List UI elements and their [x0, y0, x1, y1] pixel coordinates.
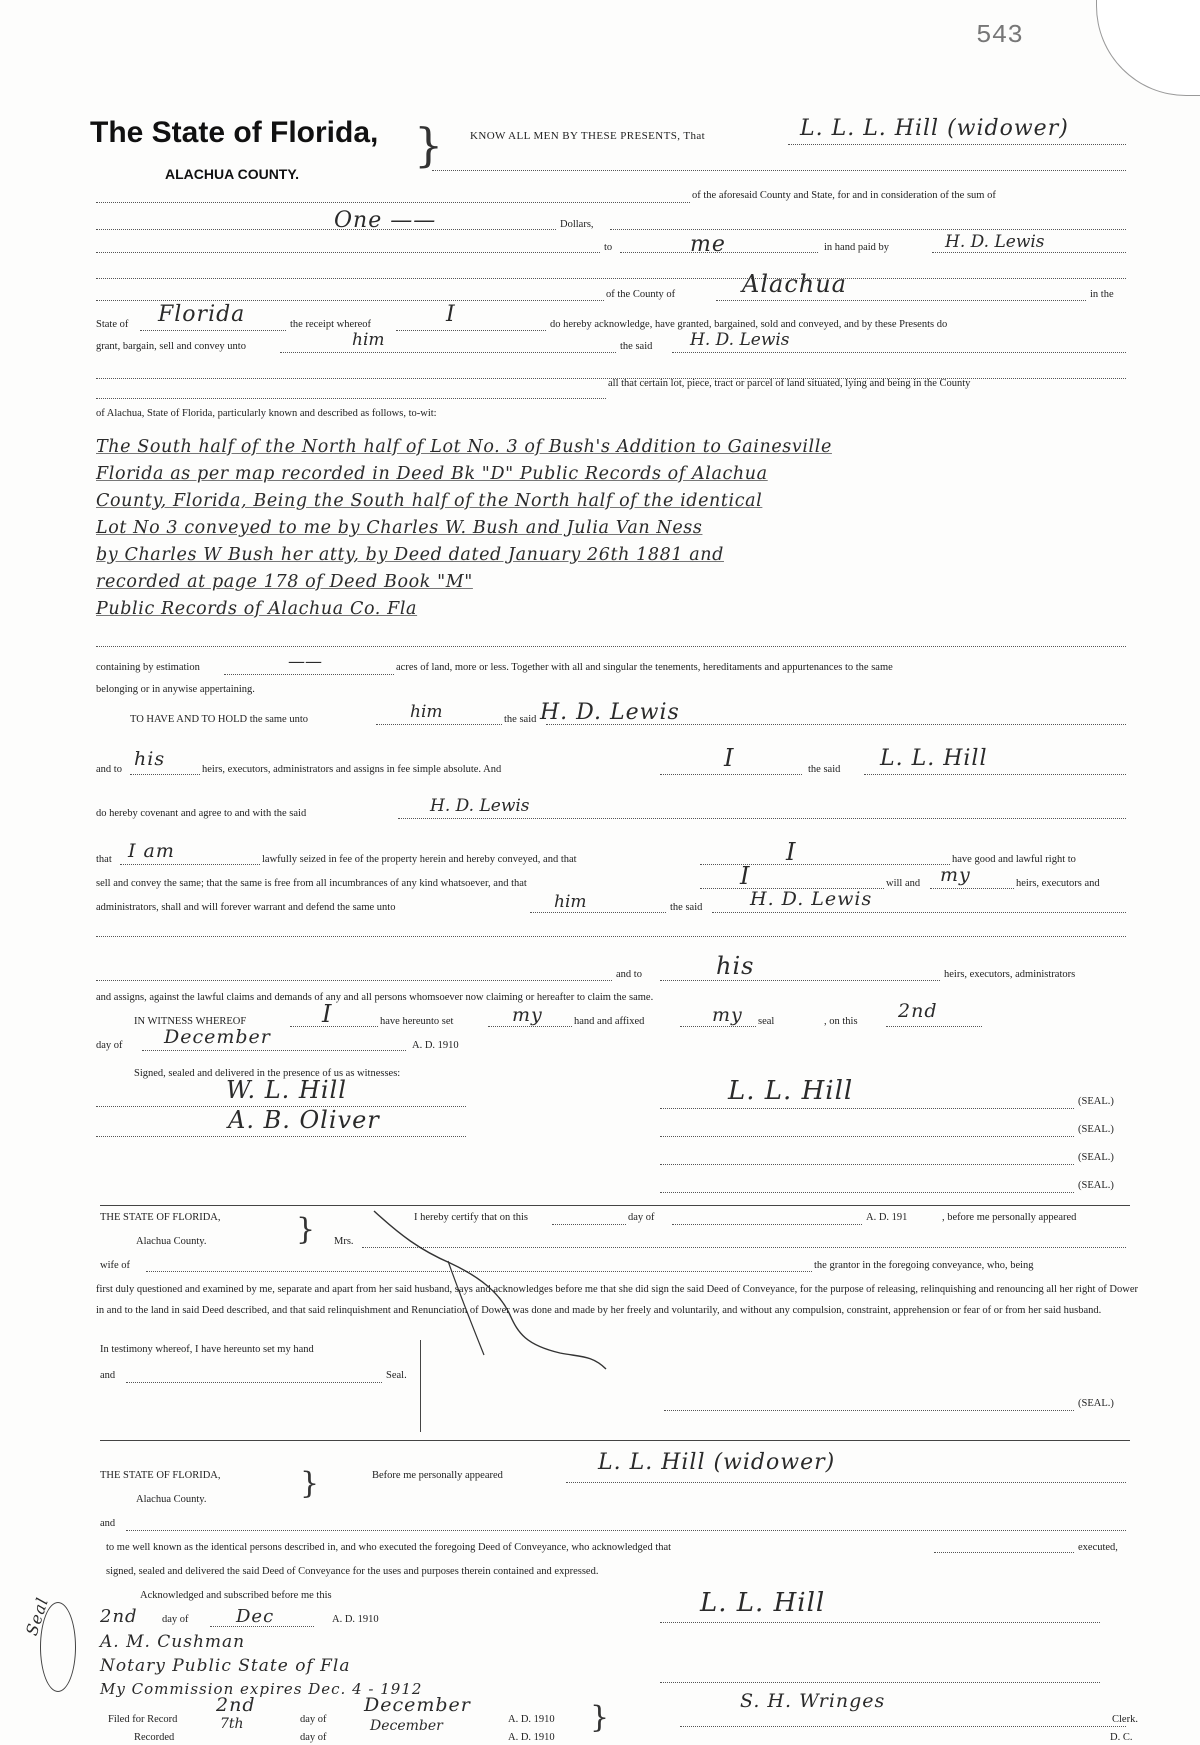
- witness-1-signature: W. L. Hill: [226, 1076, 347, 1104]
- ack-and: and: [100, 1518, 116, 1529]
- and-said-label: the said: [808, 764, 841, 775]
- month-handwriting: December: [164, 1026, 271, 1048]
- witness-2-signature: A. B. Oliver: [228, 1106, 380, 1134]
- recorded-month-handwriting: December: [370, 1718, 443, 1734]
- witness-whereof-label: IN WITNESS WHEREOF: [134, 1016, 247, 1027]
- dollars-label: Dollars,: [560, 219, 594, 230]
- ack-county: Alachua County.: [136, 1494, 207, 1505]
- seal-label-4: (SEAL.): [1078, 1180, 1114, 1191]
- day-handwriting: 2nd: [898, 1000, 938, 1022]
- and-i-handwriting: I: [724, 744, 735, 772]
- recorded-day-handwriting: 7th: [220, 1716, 244, 1732]
- recorded-day-of: day of: [300, 1732, 327, 1743]
- county-title: ALACHUA COUNTY.: [165, 166, 300, 182]
- and-to-2-label: and to: [616, 969, 642, 980]
- county-state-phrase: of the aforesaid County and State, for and in consideration of the sum of: [692, 190, 996, 201]
- good-right-text: have good and lawful right to: [952, 854, 1076, 865]
- filing-brace: }: [590, 1700, 610, 1735]
- description-line-7: Public Records of Alachua Co. Fla: [96, 599, 418, 619]
- dower-body: first duly questioned and examined by me, separate and apart from her said husband, says and acknowledges before me that she did sign the said Deed of Conveyance, for the purpose of releasing, relinquishing and renouncing all her right of Dower in and to the land in said Deed described, and that said relinquishment and Renunciation of Dower was done and made by her freely and voluntarily, and without any compulsion, constraint, apprehension or fear of or from her said husband.: [96, 1284, 1138, 1316]
- all-that-text: all that certain lot, piece, tract or parcel of land situated, lying and being in the County: [608, 378, 971, 389]
- receipt-label: the receipt whereof: [290, 319, 372, 330]
- dower-county: Alachua County.: [136, 1236, 207, 1247]
- receipt-handwriting: I: [446, 302, 456, 327]
- description-line-6: recorded at page 178 of Deed Book "M": [96, 572, 473, 592]
- dower-ad: A. D. 191: [866, 1212, 908, 1223]
- ack-day-handwriting: 2nd: [100, 1606, 138, 1627]
- seal-label-2: (SEAL.): [1078, 1124, 1114, 1135]
- ack-state: THE STATE OF FLORIDA,: [100, 1470, 221, 1481]
- sell-convey-text: sell and convey the same; that the same is free from all incumbrances of any kind whatsoever, and that: [96, 878, 527, 889]
- filed-day-handwriting: 2nd: [216, 1694, 256, 1716]
- clerk-signature: S. H. Wringes: [740, 1690, 886, 1712]
- dower-brace: }: [296, 1212, 316, 1247]
- description-line-4: Lot No 3 conveyed to me by Charles W. Bush and Julia Van Ness: [96, 518, 703, 538]
- filed-ad: A. D. 1910: [508, 1714, 555, 1725]
- his-2-handwriting: his: [716, 952, 755, 980]
- dc-label: D. C.: [1110, 1732, 1133, 1743]
- ack-brace: }: [300, 1466, 320, 1501]
- dower-seal-label: (SEAL.): [1078, 1398, 1114, 1409]
- to-have-label: TO HAVE AND TO HOLD the same unto: [130, 714, 309, 725]
- grant-unto-label: grant, bargain, sell and convey unto: [96, 341, 246, 352]
- seal-on-label: seal: [758, 1016, 775, 1027]
- description-line-5: by Charles W Bush her atty, by Deed dated January 26th 1881 and: [96, 545, 724, 565]
- i2-handwriting: I: [740, 862, 751, 890]
- to-label: to: [604, 242, 613, 253]
- day-of-label: day of: [96, 1040, 123, 1051]
- covenant-text: do hereby covenant and agree to and with the said: [96, 808, 307, 819]
- filed-month-handwriting: December: [364, 1694, 471, 1716]
- notary-seal-outline: [40, 1602, 76, 1692]
- of-alachua-text: of Alachua, State of Florida, particularly known and described as follows, to-wit:: [96, 408, 437, 419]
- ack-day-of: day of: [162, 1614, 189, 1625]
- description-line-2: Florida as per map recorded in Deed Bk "D" Public Records of Alachua: [96, 464, 768, 484]
- acknowledge-text: do hereby acknowledge, have granted, bargained, sold and conveyed, and by these Presents do: [550, 319, 948, 330]
- i-am-handwriting: I am: [128, 840, 175, 862]
- dower-mrs: Mrs.: [334, 1236, 354, 1247]
- section-divider-2: [100, 1440, 1130, 1441]
- seized-text: lawfully seized in fee of the property herein and hereby conveyed, and that: [262, 854, 577, 865]
- state-handwriting: Florida: [158, 302, 246, 327]
- description-line-1: The South half of the North half of Lot No. 3 of Bush's Addition to Gainesville: [96, 437, 832, 457]
- header-brace: }: [414, 118, 444, 172]
- grantor-handwriting: L. L. L. Hill (widower): [800, 116, 1069, 141]
- hand-affixed-label: hand and affixed: [574, 1016, 645, 1027]
- know-all-men: KNOW ALL MEN BY THESE PRESENTS, That: [470, 130, 706, 142]
- heirs-exec-2-label: heirs, executors, administrators: [944, 969, 1076, 980]
- on-this-label: , on this: [824, 1016, 858, 1027]
- witness-i-handwriting: I: [322, 1000, 333, 1028]
- signed-sealed-text: Signed, sealed and delivered in the presence of us as witnesses:: [134, 1068, 401, 1079]
- grantee-pronoun-handwriting: him: [352, 330, 385, 350]
- admin-warrant-text: administrators, shall and will forever warrant and defend the same unto: [96, 902, 396, 913]
- page-corner-curl: [1096, 0, 1200, 96]
- dower-crossout-scribble: [360, 1205, 620, 1375]
- ack-appeared-handwriting: L. L. Hill (widower): [598, 1450, 836, 1475]
- and-grantor-handwriting: L. L. Hill: [880, 746, 988, 771]
- dower-testimony: In testimony whereof, I have hereunto set my hand: [100, 1344, 314, 1355]
- dower-and: and: [100, 1370, 116, 1381]
- that-label: that: [96, 854, 112, 865]
- recorded-ad: A. D. 1910: [508, 1732, 555, 1743]
- covenant-grantee-handwriting: H. D. Lewis: [430, 796, 530, 816]
- filed-for-record: Filed for Record: [108, 1714, 178, 1725]
- recorded-label: Recorded: [134, 1732, 175, 1743]
- amount-handwriting: One ——: [334, 208, 437, 233]
- dower-day-of: day of: [628, 1212, 655, 1223]
- notary-title-handwriting: Notary Public State of Fla: [100, 1656, 351, 1676]
- notary-commission-handwriting: My Commission expires Dec. 4 - 1912: [100, 1680, 423, 1698]
- warrant-said-label: the said: [670, 902, 703, 913]
- seal-my-handwriting: my: [712, 1004, 743, 1026]
- to-have-said-label: the said: [504, 714, 537, 725]
- ack-executed: executed,: [1078, 1542, 1118, 1553]
- ack-before-me: Before me personally appeared: [372, 1470, 503, 1481]
- the-said-label: the said: [620, 341, 653, 352]
- acres-text: acres of land, more or less. Together with all and singular the tenements, hereditaments and appurtenances to the same: [396, 662, 893, 673]
- description-line-3: County, Florida, Being the South half of the North half of the identical: [96, 491, 763, 511]
- seized-i-handwriting: I: [786, 838, 797, 866]
- grantor-signature: L. L. Hill: [728, 1076, 854, 1106]
- ack-signature: L. L. Hill: [700, 1588, 826, 1618]
- ack-month-handwriting: Dec: [236, 1606, 275, 1627]
- to-have-pronoun-handwriting: him: [410, 702, 443, 722]
- to-handwriting: me: [690, 232, 726, 257]
- paid-by-handwriting: H. D. Lewis: [945, 232, 1045, 252]
- dower-seal: Seal.: [386, 1370, 407, 1381]
- warrant-grantee-handwriting: H. D. Lewis: [750, 888, 873, 910]
- ack-acknowledged: Acknowledged and subscribed before me this: [140, 1590, 332, 1601]
- in-the-label: in the: [1090, 289, 1114, 300]
- ack-signed: signed, sealed and delivered the said Deed of Conveyance for the uses and purposes therein contained and expressed.: [106, 1566, 599, 1577]
- state-of-label: State of: [96, 319, 129, 330]
- belonging-text: belonging or in anywise appertaining.: [96, 684, 255, 695]
- of-county-label: of the County of: [606, 289, 676, 300]
- county-handwriting: Alachua: [742, 270, 847, 298]
- dower-state: THE STATE OF FLORIDA,: [100, 1212, 221, 1223]
- heirs-exec-label: heirs, executors and: [1016, 878, 1100, 889]
- clerk-label: Clerk.: [1112, 1714, 1138, 1725]
- containing-label: containing by estimation: [96, 662, 200, 673]
- warrant-pronoun-handwriting: him: [554, 892, 587, 912]
- his-handwriting: his: [134, 748, 166, 770]
- seal-label-1: (SEAL.): [1078, 1096, 1114, 1107]
- page-number: 543: [976, 20, 1023, 50]
- seal-label-3: (SEAL.): [1078, 1152, 1114, 1163]
- will-and-label: will and: [886, 878, 921, 889]
- state-title: The State of Florida,: [90, 116, 379, 149]
- and-to-label: and to: [96, 764, 122, 775]
- dower-wife-of: wife of: [100, 1260, 131, 1271]
- paid-by-label: in hand paid by: [824, 242, 890, 253]
- have-set-label: have hereunto set: [380, 1016, 454, 1027]
- assigns-claims-text: and assigns, against the lawful claims and demands of any and all persons whomsoever now claiming or hereafter to claim the same.: [96, 992, 654, 1003]
- dower-grantor: the grantor in the foregoing conveyance, who, being: [814, 1260, 1034, 1271]
- to-have-grantee-handwriting: H. D. Lewis: [540, 700, 680, 725]
- acres-handwriting: ——: [288, 652, 322, 672]
- heirs-line: heirs, executors, administrators and assigns in fee simple absolute. And: [202, 764, 502, 775]
- my-handwriting: my: [940, 864, 971, 886]
- ack-known: to me well known as the identical persons described in, and who executed the foregoing Deed of Conveyance, who acknowledged that: [106, 1542, 672, 1553]
- hand-my-handwriting: my: [512, 1004, 543, 1026]
- grantee-handwriting: H. D. Lewis: [690, 330, 790, 350]
- dower-appeared: , before me personally appeared: [942, 1212, 1077, 1223]
- notary-name-handwriting: A. M. Cushman: [100, 1632, 246, 1652]
- ad-1910-label: A. D. 1910: [412, 1040, 459, 1051]
- dower-certify: I hereby certify that on this: [414, 1212, 529, 1223]
- notary-seal-stamp: Seal: [22, 1594, 53, 1638]
- filed-day-of: day of: [300, 1714, 327, 1725]
- ack-ad: A. D. 1910: [332, 1614, 379, 1625]
